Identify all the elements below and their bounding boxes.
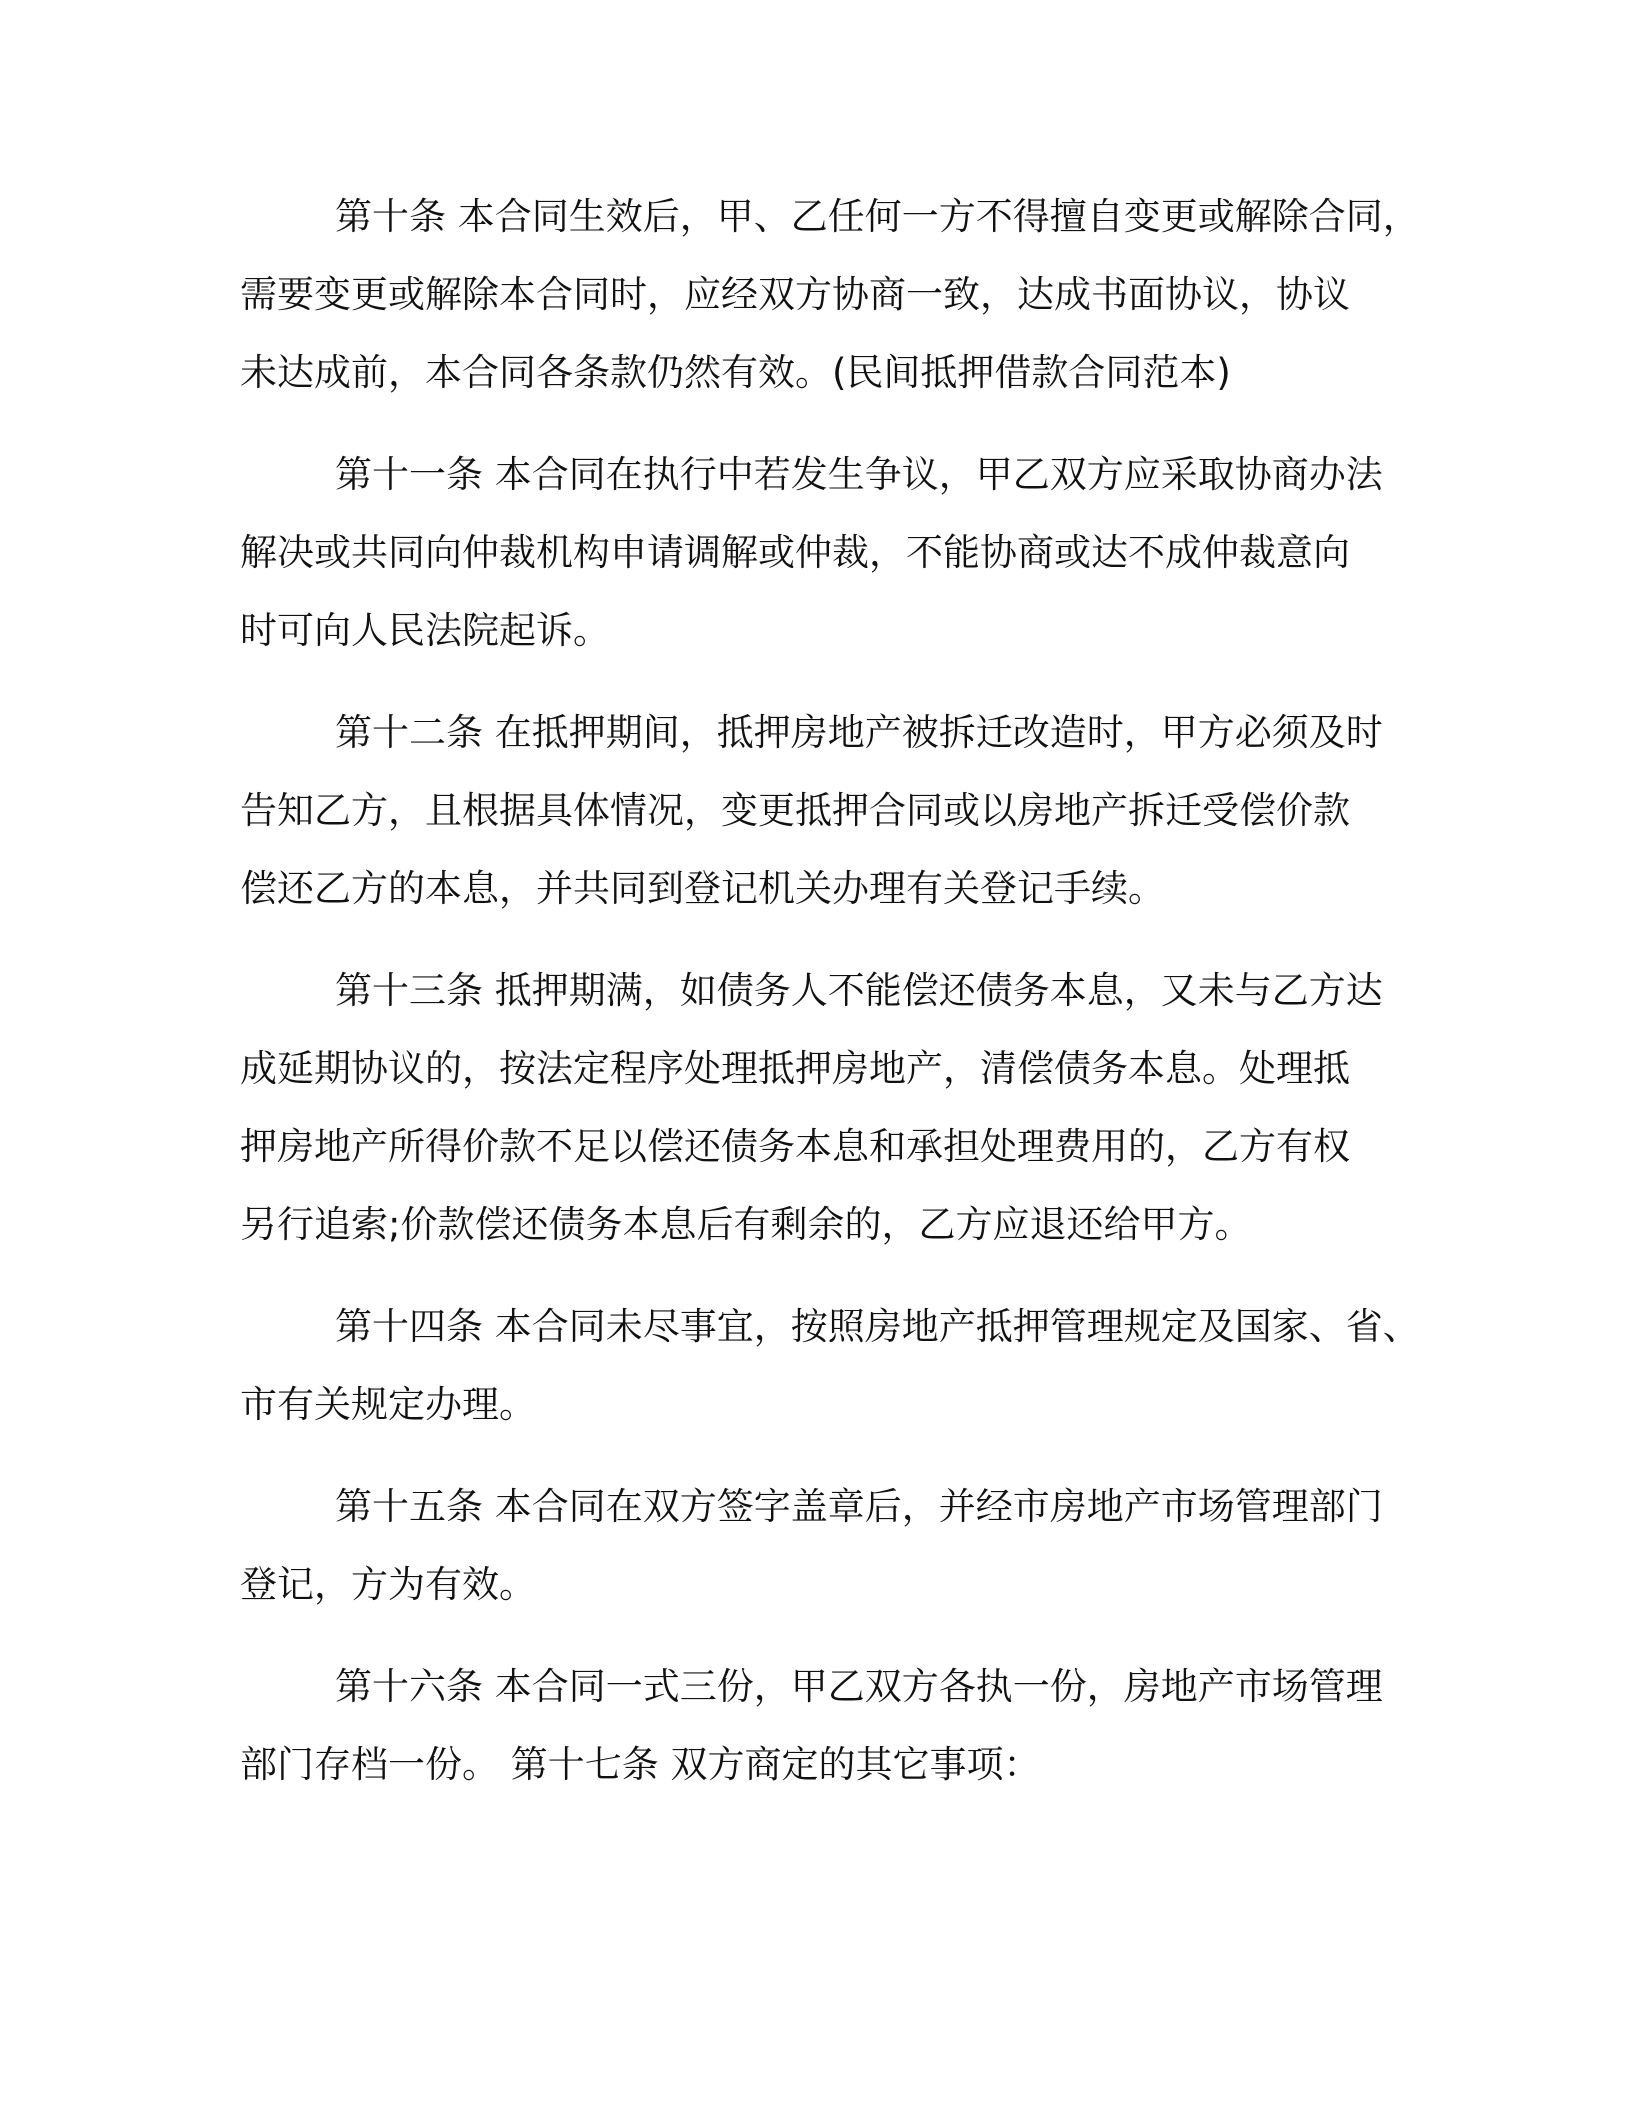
text-line: 成延期协议的，按法定程序处理抵押房地产，清偿债务本息。处理抵 [240, 1047, 1350, 1090]
text-line: 需要变更或解除本合同时，应经双方协商一致，达成书面协议，协议 [240, 273, 1350, 316]
text-line: 部门存档一份。 第十七条 双方商定的其它事项： [240, 1743, 1041, 1786]
text-line: 偿还乙方的本息，并共同到登记机关办理有关登记手续。 [240, 867, 1165, 910]
text-line: 市有关规定办理。 [240, 1383, 536, 1426]
clause-14 [240, 1288, 1420, 1444]
text-line: 另行追索;价款偿还债务本息后有剩余的，乙方应退还给甲方。 [240, 1203, 1252, 1246]
text-line: 未达成前，本合同各条款仍然有效。(民间抵押借款合同范本) [240, 351, 1231, 394]
text-line: 第十五条 本合同在双方签字盖章后，并经市房地产市场管理部门 [335, 1485, 1383, 1528]
text-line: 解决或共同向仲裁机构申请调解或仲裁，不能协商或达不成仲裁意向 [240, 531, 1350, 574]
clause-12 [240, 694, 1420, 928]
text-line: 第十六条 本合同一式三份，甲乙双方各执一份，房地产市场管理 [335, 1665, 1383, 1708]
text-line: 第十条 本合同生效后，甲、乙任何一方不得擅自变更或解除合同， [335, 195, 1420, 238]
clause-13 [240, 952, 1420, 1264]
clause-16 [240, 1648, 1420, 1804]
text-line: 登记，方为有效。 [240, 1563, 536, 1606]
text-line: 第十四条 本合同未尽事宜，按照房地产抵押管理规定及国家、省、 [335, 1305, 1420, 1348]
text-line: 第十二条 在抵押期间，抵押房地产被拆迁改造时，甲方必须及时 [335, 711, 1383, 754]
text-line: 告知乙方，且根据具体情况，变更抵押合同或以房地产拆迁受偿价款 [240, 789, 1350, 832]
clause-15 [240, 1468, 1420, 1624]
text-line: 第十一条 本合同在执行中若发生争议，甲乙双方应采取协商办法 [335, 453, 1383, 496]
clause-11 [240, 436, 1420, 670]
clause-10 [240, 178, 1420, 412]
text-line: 时可向人民法院起诉。 [240, 609, 610, 652]
text-line: 第十三条 抵押期满，如债务人不能偿还债务本息，又未与乙方达 [335, 969, 1383, 1012]
text-line: 押房地产所得价款不足以偿还债务本息和承担处理费用的，乙方有权 [240, 1125, 1350, 1168]
